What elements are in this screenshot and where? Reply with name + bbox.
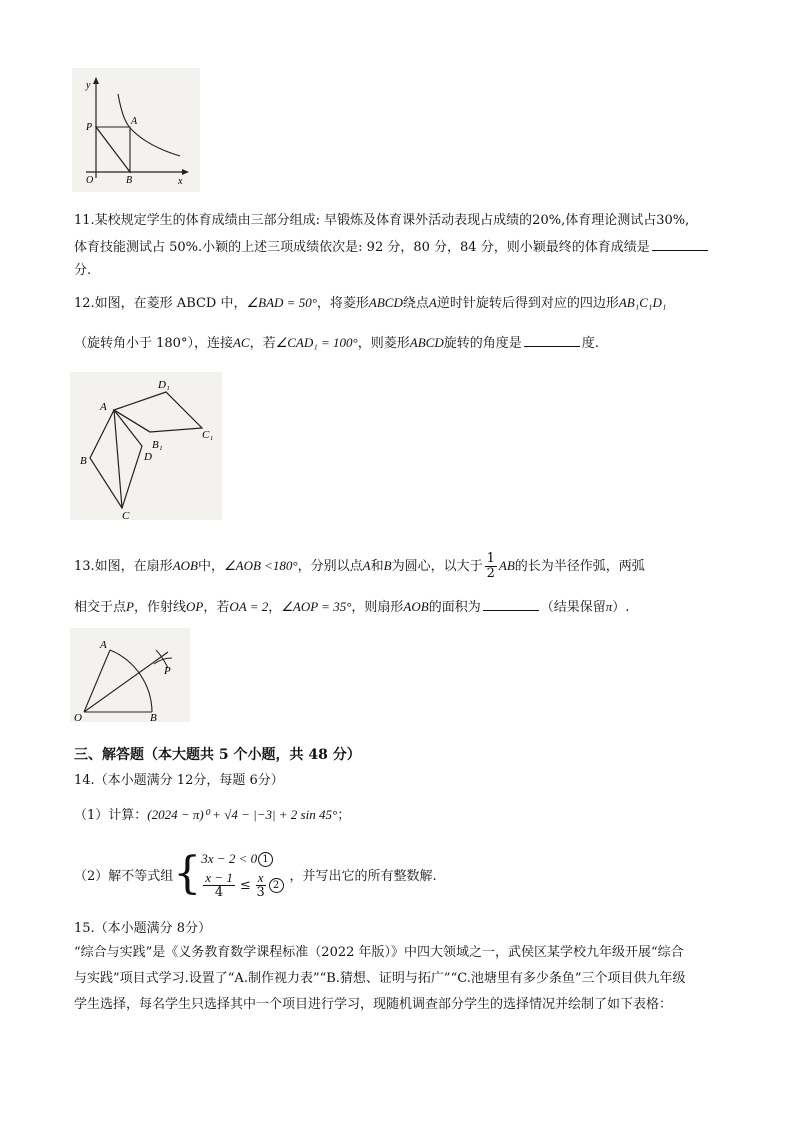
function-graph-figure (72, 68, 200, 192)
q15-line2: 与实践”项目式学习.设置了“A.制作视力表”“B.猜想、证明与拓广”“C.池塘里有多少条鱼”三个项目供九年级 (74, 971, 686, 986)
answer-blank[interactable] (652, 238, 708, 251)
answer-blank[interactable] (524, 334, 580, 347)
q12-line2: （旋转角小于 180°），连接AC，若∠CAD₁ = 100°，则菱形ABCD旋转的角度是 度. (74, 335, 599, 351)
q11-line2: 体育技能测试占 50%.小颖的上述三项成绩依次是: 92 分，80 分，84 分，则小颖最终的体育成绩是 (74, 238, 710, 257)
label-p: P (164, 665, 171, 677)
sector-figure (70, 628, 190, 722)
q14-part2: （2）解不等式组 { 3x − 2 < 0 1 $\frac{x - 1}{4}$ ≤ $\frac{x}{3}$ 2 ，并写出它的所有整数解. (74, 848, 437, 900)
label-a: A (100, 401, 107, 413)
label-b: B (80, 455, 87, 467)
label-b1: B₁ (152, 439, 163, 451)
label-c1: C₁ (202, 429, 214, 441)
q15-line1: “综合与实践”是《义务教育数学课程标准（2022 年版）》中四大领域之一，武侯区某学校九年级开展“综合 (74, 945, 684, 960)
label-a: A (100, 639, 107, 651)
q13-line1: 13.如图，在扇形AOB中，∠AOB <180°，分别以点A和B为圆心，以大于 $\frac{1}{2}$ AB的长为半径作弧，两弧 (74, 551, 645, 581)
label-o: O (86, 175, 94, 186)
fraction-one-half: $\frac{1}{2}$ (486, 551, 495, 581)
q12-line1: 12.如图，在菱形 ABCD 中，∠BAD = 50°，将菱形ABCD绕点A逆时针旋转后得到对应的四边形AB₁C₁D₁ (74, 295, 667, 311)
q15-header: 15.（本小题满分 8分） (74, 921, 212, 936)
label-y: y (86, 80, 91, 91)
q14-header: 14.（本小题满分 12分，每题 6分） (74, 773, 284, 788)
label-d1: D₁ (158, 379, 170, 391)
q11-line3: 分. (74, 263, 92, 278)
label-p: P (86, 122, 93, 133)
label-a: A (131, 116, 138, 127)
answer-blank[interactable] (483, 598, 539, 611)
system-brace: { (173, 848, 202, 899)
q14-part1: （1）计算：(2024 − π)⁰ + √4 − |−3| + 2 sin 45°； (74, 807, 351, 823)
q11-line1: 11.某校规定学生的体育成绩由三部分组成: 早锻炼及体育课外活动表现占成绩的20%,体育理论测试占30%, (74, 213, 690, 228)
rhombus-rotation-figure (70, 372, 222, 520)
section-heading: 三、解答题（本大题共 5 个小题，共 48 分） (74, 747, 361, 763)
label-x: x (178, 176, 183, 187)
label-d: D (144, 451, 152, 463)
inequality-system: 3x − 2 < 0 1 $\frac{x - 1}{4}$ ≤ $\frac{x}{3}$ 2 (201, 848, 283, 900)
label-o: O (74, 712, 82, 722)
q15-line3: 学生选择，每名学生只选择其中一个项目进行学习，现随机调查部分学生的选择情况并绘制了如下表格： (74, 997, 673, 1012)
q13-line2: 相交于点P，作射线OP，若OA = 2，∠AOP = 35°，则扇形AOB的面积为 （结果保留π）. (74, 599, 630, 615)
label-c: C (122, 510, 130, 520)
label-b: B (150, 712, 157, 722)
label-b: B (126, 175, 133, 186)
